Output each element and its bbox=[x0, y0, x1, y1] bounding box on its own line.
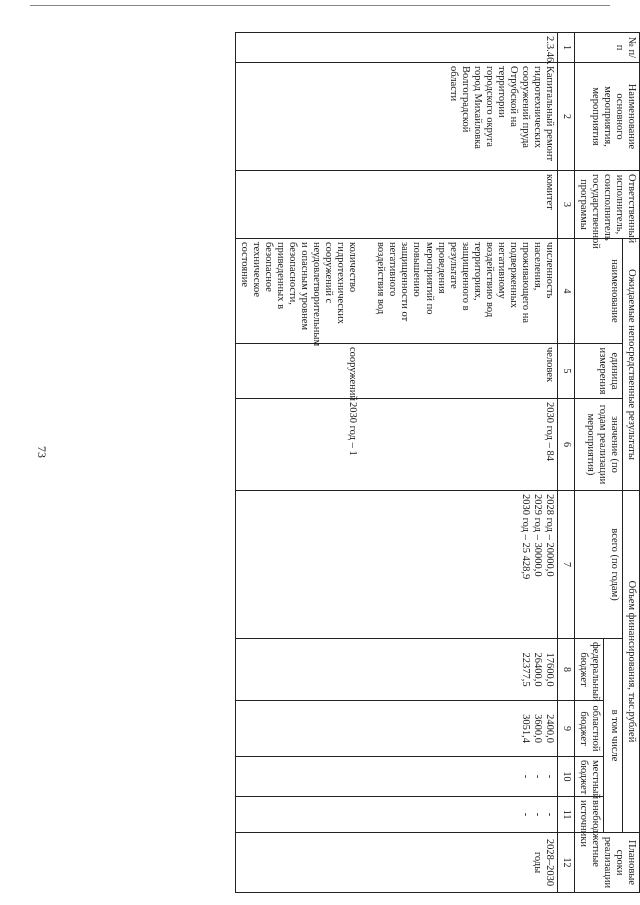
local-value: - bbox=[544, 774, 556, 779]
column-number: 2 bbox=[558, 63, 575, 171]
regional-value: 3051,4 bbox=[520, 714, 532, 743]
federal-value: 26400,0 bbox=[532, 652, 544, 687]
result-value: 2030 год – 1 bbox=[235, 399, 360, 491]
financing-total-line: 2028 год – 20000,0 bbox=[544, 494, 556, 577]
column-number: 12 bbox=[558, 833, 575, 893]
header-result-value: значение (по годам реализации мероприятия) bbox=[574, 399, 622, 491]
header-including: в том числе bbox=[603, 639, 622, 833]
row-number: 2.3.46. bbox=[235, 33, 558, 63]
deadline: 2028–2030 годы bbox=[235, 833, 558, 893]
extra-budget bbox=[235, 797, 558, 833]
extra-value: - bbox=[544, 812, 556, 817]
extra-value: - bbox=[532, 812, 544, 817]
financing-total-line: 2029 год – 30000,0 bbox=[532, 494, 544, 577]
column-number: 5 bbox=[558, 344, 575, 399]
header-name: Наименование основного мероприятия, мероприятия bbox=[574, 63, 639, 171]
regional-value: 3600,0 bbox=[532, 714, 544, 743]
regional-value: 2400,0 bbox=[544, 714, 556, 743]
column-number: 7 bbox=[558, 491, 575, 639]
result-value: 2030 год – 84 bbox=[360, 399, 557, 491]
column-number: 11 bbox=[558, 797, 575, 833]
column-number: 6 bbox=[558, 399, 575, 491]
local-value: - bbox=[520, 774, 532, 779]
extra-value: - bbox=[520, 812, 532, 817]
header-deadline: Плановые сроки реализации bbox=[574, 833, 639, 893]
header-federal-budget: федеральный бюджет bbox=[574, 639, 603, 701]
result-name: численность населения, проживающего на подверженных негативному воздействию вод территориях, защищенного в результате проведения мероприятий по повышению защищенности от негативного воздействия вод bbox=[360, 239, 557, 344]
local-value: - bbox=[532, 774, 544, 779]
header-result-unit: единица измерения bbox=[574, 344, 622, 399]
header-local-budget: местный бюджет bbox=[574, 757, 603, 797]
local-budget bbox=[235, 757, 558, 797]
financing-table bbox=[235, 32, 640, 892]
header-regional-budget: областной бюджет bbox=[574, 701, 603, 757]
federal-budget bbox=[235, 639, 558, 701]
column-number: 1 bbox=[558, 33, 575, 63]
header-extra-budget: внебюджетные источники bbox=[574, 797, 603, 833]
result-unit: человек bbox=[360, 344, 557, 399]
column-number: 3 bbox=[558, 171, 575, 239]
header-financing-total: всего (по годам) bbox=[574, 491, 622, 639]
row-executor: комитет bbox=[235, 171, 558, 239]
column-number: 10 bbox=[558, 757, 575, 797]
column-number: 4 bbox=[558, 239, 575, 344]
result-name: количество гидротехнических сооружений с неудовлетворительным и опасным уровнем безопасности, приведенных в безопасное техническое состояние bbox=[235, 239, 360, 344]
federal-value: 17600,0 bbox=[544, 652, 556, 687]
financing-total-line: 2030 год – 25 428,9 bbox=[520, 494, 532, 580]
column-number: 8 bbox=[558, 639, 575, 701]
result-unit: сооружений bbox=[235, 344, 360, 399]
row-name: Капитальный ремонт гидротехнических сооружений пруда Отрубской на территории городского округа город Михайловка Волгоградской области bbox=[235, 63, 558, 171]
header-financing-group: Объем финансирования, тыс.рублей bbox=[622, 491, 639, 833]
header-result-name: наименование bbox=[574, 239, 622, 344]
regional-budget bbox=[235, 701, 558, 757]
header-executor: Ответственный исполнитель, соисполнитель государственной программы bbox=[574, 171, 639, 239]
header-results-group: Ожидаемые непосредственные результаты bbox=[622, 239, 639, 491]
header-num: № п/п bbox=[574, 33, 639, 63]
federal-value: 22377,5 bbox=[520, 652, 532, 687]
page-number: 73 bbox=[35, 446, 49, 458]
financing-total bbox=[235, 491, 558, 639]
column-number: 9 bbox=[558, 701, 575, 757]
table-row bbox=[360, 33, 557, 893]
